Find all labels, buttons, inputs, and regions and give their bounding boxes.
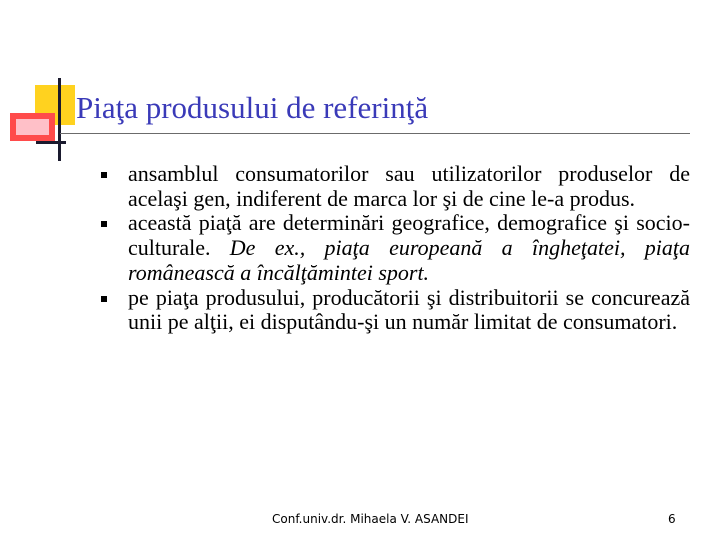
bullet-text-italic: De ex., piaţa europeană a îngheţatei, piaţa românească a încălţămintei sport. — [128, 235, 690, 285]
bullet-square-icon — [101, 296, 107, 302]
bullet-square-icon — [101, 172, 107, 178]
footer-author: Conf.univ.dr. Mihaela V. ASANDEI — [272, 512, 469, 526]
bullet-square-icon — [101, 221, 107, 227]
decorative-horizontal-line — [36, 141, 66, 144]
decorative-red-square — [10, 113, 55, 141]
slide-title: Piaţa produsului de referinţă — [76, 90, 429, 125]
decorative-vertical-line — [58, 78, 61, 161]
bullet-text: această piaţă are determinări geografice, demografice şi socio-culturale. — [128, 210, 690, 261]
bullet-item-2 — [128, 211, 690, 285]
bullet-item-3 — [128, 286, 690, 335]
page-number: 6 — [668, 512, 676, 526]
bullet-item-1 — [128, 162, 690, 211]
title-underline — [60, 133, 690, 134]
bullet-text: pe piaţa produsului, producătorii şi distribuitorii se concurează unii pe alţii, ei disputându-şi un număr limitat de consumatori. — [128, 284, 690, 335]
bullet-list — [128, 162, 690, 335]
bullet-text: ansamblul consumatorilor sau utilizatorilor produselor de acelaşi gen, indiferent de marca lor şi de cine le-a produs. — [128, 161, 690, 211]
